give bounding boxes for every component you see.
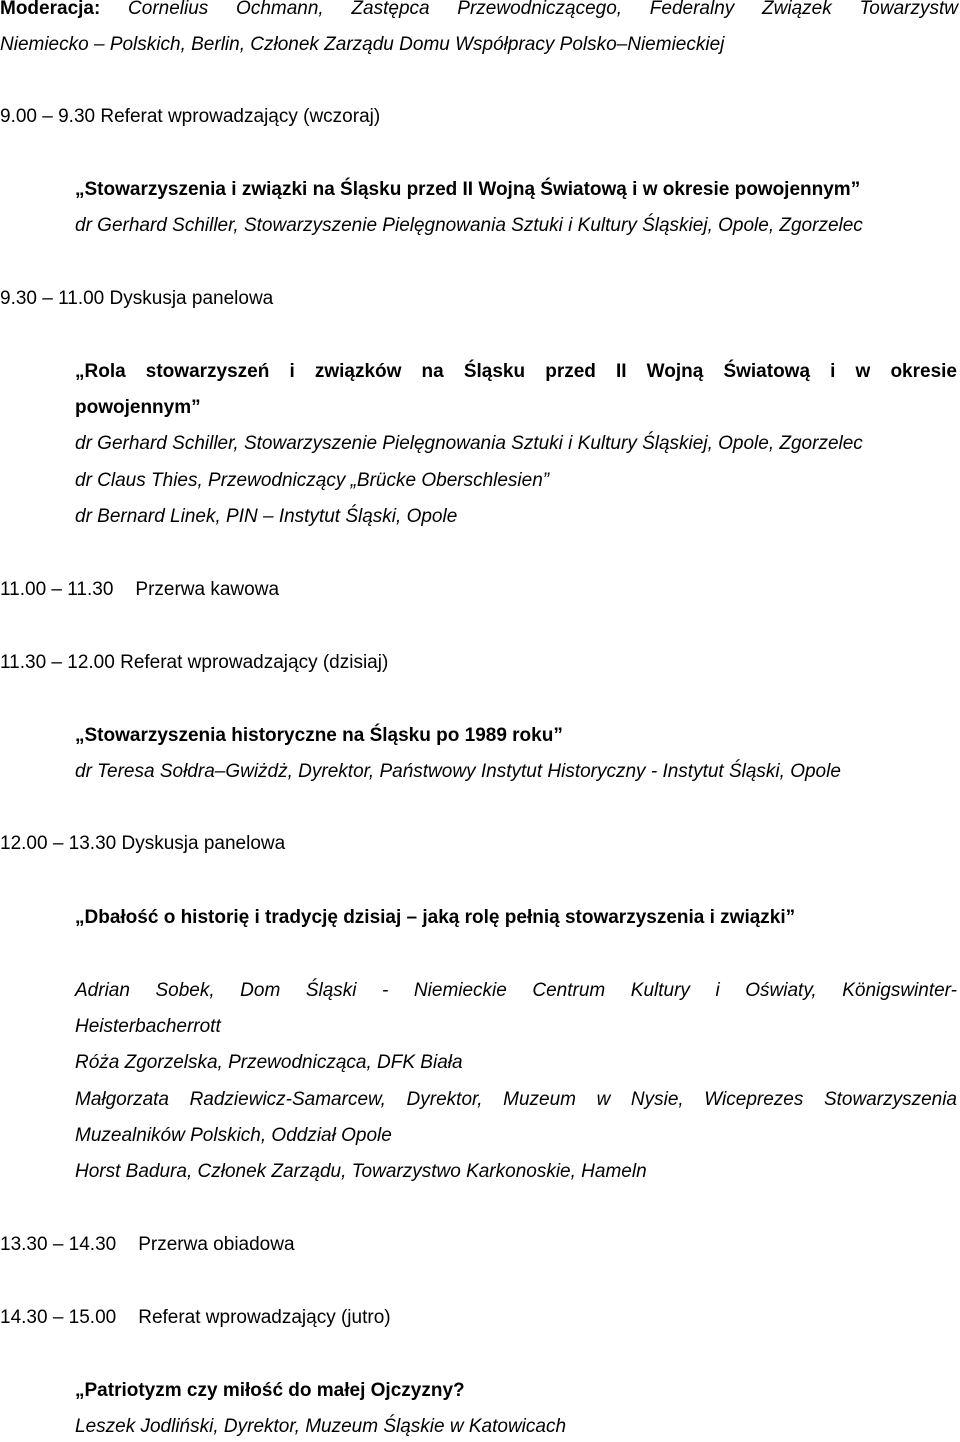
session-2-speaker-3: dr Bernard Linek, PIN – Instytut Śląski, Opole xyxy=(75,506,458,527)
session-7-time: 14.30 – 15.00 xyxy=(0,1307,117,1328)
session-2-topic-line-2: powojennym” xyxy=(75,397,201,418)
session-2-time: 9.30 – 11.00 xyxy=(0,288,105,309)
session-1-time: 9.00 – 9.30 xyxy=(0,106,96,127)
session-2-heading xyxy=(0,287,273,311)
session-4-time: 11.30 – 12.00 xyxy=(0,652,115,673)
session-5-speaker-3a: Małgorzata Radziewicz-Samarcew, Dyrektor, Muzeum w Nysie, Wiceprezes Stowarzyszenia xyxy=(75,1089,957,1110)
session-1-title: Referat wprowadzający (wczoraj) xyxy=(100,106,381,127)
session-7-title: Referat wprowadzający (jutro) xyxy=(138,1307,391,1328)
session-5-time: 12.00 – 13.30 xyxy=(0,833,117,854)
session-1-heading xyxy=(0,105,380,129)
session-3-heading xyxy=(0,578,279,602)
session-7-heading xyxy=(0,1306,391,1330)
session-4-speaker: dr Teresa Sołdra–Gwiżdż, Dyrektor, Państwowy Instytut Historyczny - Instytut Śląski, Opole xyxy=(75,761,841,782)
session-1-topic: „Stowarzyszenia i związki na Śląsku przed II Wojną Światową i w okresie powojennym” xyxy=(75,179,861,200)
session-6-title: Przerwa obiadowa xyxy=(138,1234,295,1255)
session-2-topic-line-1: „Rola stowarzyszeń i związków na Śląsku przed II Wojną Światową i w okresie xyxy=(75,361,957,382)
session-6-heading xyxy=(0,1233,295,1257)
session-4-topic: „Stowarzyszenia historyczne na Śląsku po 1989 roku” xyxy=(75,725,563,746)
moderation-text-2: Niemiecko – Polskich, Berlin, Członek Zarządu Domu Współpracy Polsko–Niemieckiej xyxy=(0,34,725,55)
session-3-time: 11.00 – 11.30 xyxy=(0,579,114,600)
session-5-speaker-2: Róża Zgorzelska, Przewodnicząca, DFK Biała xyxy=(75,1052,463,1073)
session-5-heading xyxy=(0,832,285,856)
session-2-title: Dyskusja panelowa xyxy=(109,288,274,309)
session-1-speaker: dr Gerhard Schiller, Stowarzyszenie Pielęgnowania Sztuki i Kultury Śląskiej, Opole, Zgorzelec xyxy=(75,215,863,236)
session-5-speaker-4: Horst Badura, Członek Zarządu, Towarzystwo Karkonoskie, Hameln xyxy=(75,1161,647,1182)
session-4-heading xyxy=(0,651,388,675)
session-3-title: Przerwa kawowa xyxy=(135,579,280,600)
session-6-time: 13.30 – 14.30 xyxy=(0,1234,117,1255)
moderation-line-1 xyxy=(0,0,958,21)
session-5-speaker-1a: Adrian Sobek, Dom Śląski - Niemieckie Centrum Kultury i Oświaty, Königswinter- xyxy=(75,980,957,1001)
session-7-topic: „Patriotyzm czy miłość do małej Ojczyzny? xyxy=(75,1380,465,1401)
session-4-title: Referat wprowadzający (dzisiaj) xyxy=(120,652,389,673)
session-2-speaker-1: dr Gerhard Schiller, Stowarzyszenie Pielęgnowania Sztuki i Kultury Śląskiej, Opole, Zgorzelec xyxy=(75,433,863,454)
session-5-speaker-3b: Muzealników Polskich, Oddział Opole xyxy=(75,1125,392,1146)
session-5-topic: „Dbałość o historię i tradycję dzisiaj – jaką rolę pełnią stowarzyszenia i związki” xyxy=(75,907,796,928)
moderation-text-1: Cornelius Ochmann, Zastępca Przewodniczącego, Federalny Związek Towarzystw xyxy=(128,0,958,19)
session-7-speaker: Leszek Jodliński, Dyrektor, Muzeum Śląskie w Katowicach xyxy=(75,1416,567,1437)
session-2-speaker-2: dr Claus Thies, Przewodniczący „Brücke Oberschlesien” xyxy=(75,470,550,491)
moderation-label: Moderacja: xyxy=(0,0,101,19)
session-5-title: Dyskusja panelowa xyxy=(121,833,286,854)
session-5-speaker-1b: Heisterbacherrott xyxy=(75,1016,221,1037)
